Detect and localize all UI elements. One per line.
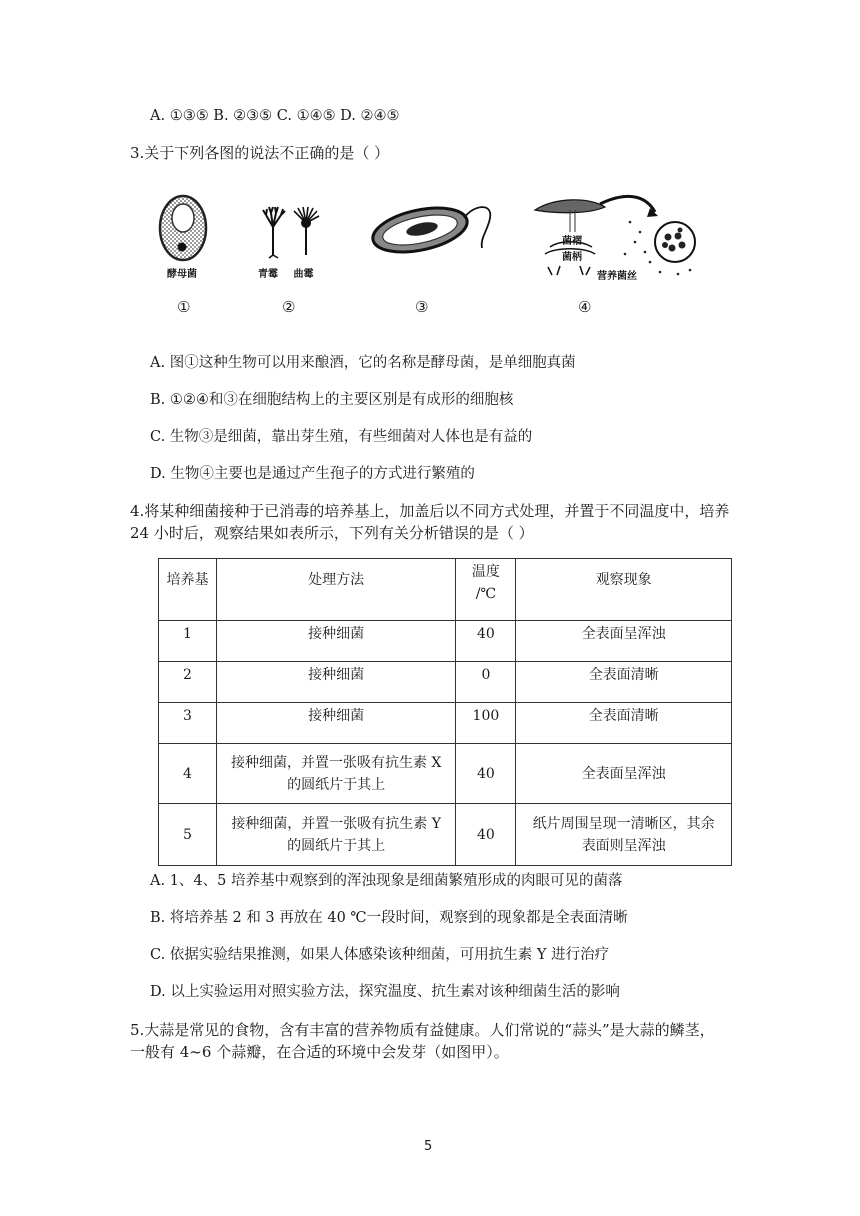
fig-number-1: ① — [177, 298, 191, 316]
q3-stem: 3.关于下列各图的说法不正确的是（ ） — [130, 144, 390, 162]
cell-observation: 全表面呈浑浊 — [516, 621, 732, 662]
cell-temp: 100 — [456, 703, 516, 744]
cell-id: 2 — [159, 662, 217, 703]
header-medium: 培养基 — [159, 559, 217, 621]
header-method: 处理方法 — [216, 559, 456, 621]
cell-temp: 40 — [456, 804, 516, 866]
hyphae-label: 营养菌丝 — [597, 271, 637, 282]
cell-method: 接种细菌 — [216, 662, 456, 703]
header-temp-line1: 温度 — [471, 564, 500, 580]
fig-number-3: ③ — [415, 298, 429, 316]
cell-id: 4 — [159, 744, 217, 804]
q3-option-d: D. 生物④主要也是通过产生孢子的方式进行繁殖的 — [150, 466, 475, 482]
bacterium-figure — [368, 200, 498, 255]
gill-label: 菌褶 — [562, 236, 582, 247]
penicillium-label: 青霉 — [258, 269, 278, 280]
q4-option-a: A. 1、4、5 培养基中观察到的浑浊现象是细菌繁殖形成的肉眼可见的菌落 — [150, 873, 623, 889]
page-number: 5 — [424, 1139, 433, 1154]
table-header-row — [159, 559, 732, 621]
cell-observation-line2: 表面则呈浑浊 — [581, 837, 666, 854]
header-temp-line2: /℃ — [475, 586, 497, 602]
cell-observation — [516, 804, 732, 866]
q3-option-b: B. ①②④和③在细胞结构上的主要区别是有成形的细胞核 — [150, 392, 514, 408]
fig-number-4: ④ — [578, 298, 592, 316]
cell-method — [216, 744, 456, 804]
cell-method-line1: 接种细菌，并置一张吸有抗生素 Y — [231, 815, 442, 832]
table-row — [159, 662, 732, 703]
q5-line2: 一般有 4~6 个蒜瓣，在合适的环境中会发芽（如图甲）。 — [130, 1043, 509, 1061]
cell-temp: 40 — [456, 621, 516, 662]
fig-number-2: ② — [282, 298, 296, 316]
cell-temp: 0 — [456, 662, 516, 703]
cell-observation: 全表面清晰 — [516, 662, 732, 703]
table-row — [159, 703, 732, 744]
q3-option-c: C. 生物③是细菌，靠出芽生殖，有些细菌对人体也是有益的 — [150, 429, 533, 445]
q2-options: A. ①③⑤ B. ②③⑤ C. ①④⑤ D. ②④⑤ — [150, 108, 400, 124]
stalk-label: 菌柄 — [562, 252, 582, 263]
experiment-table — [158, 558, 732, 866]
cell-id: 1 — [159, 621, 217, 662]
q4-option-c: C. 依据实验结果推测，如果人体感染该种细菌，可用抗生素 Y 进行治疗 — [150, 947, 610, 963]
header-observation: 观察现象 — [516, 559, 732, 621]
cell-observation: 全表面呈浑浊 — [516, 744, 732, 804]
yeast-label: 酵母菌 — [167, 269, 197, 280]
table-row — [159, 744, 732, 804]
cell-method: 接种细菌 — [216, 703, 456, 744]
aspergillus-label: 曲霉 — [293, 269, 314, 280]
q3-option-a: A. 图①这种生物可以用来酿酒，它的名称是酵母菌，是单细胞真菌 — [150, 355, 576, 371]
cell-method-line2: 的圆纸片于其上 — [287, 776, 386, 793]
molds-figure — [258, 205, 328, 260]
table-row — [159, 621, 732, 662]
q5-line1: 5.大蒜是常见的食物，含有丰富的营养物质有益健康。人们常说的“蒜头”是大蒜的鳞茎， — [130, 1021, 715, 1039]
cell-method: 接种细菌 — [216, 621, 456, 662]
q4-stem-line2: 24 小时后，观察结果如表所示，下列有关分析错误的是（ ） — [130, 524, 534, 542]
cell-method-line1: 接种细菌，并置一张吸有抗生素 X — [230, 754, 442, 771]
q4-stem-line1: 4.将某种细菌接种于已消毒的培养基上，加盖后以不同方式处理，并置于不同温度中，培养 — [130, 502, 730, 520]
cell-observation: 全表面清晰 — [516, 703, 732, 744]
cell-method-line2: 的圆纸片于其上 — [287, 837, 386, 854]
molds-labels — [258, 265, 313, 285]
q4-option-d: D. 以上实验运用对照实验方法，探究温度、抗生素对该种细菌生活的影响 — [150, 984, 620, 1000]
cell-observation-line1: 纸片周围呈现一清晰区，其余 — [532, 815, 715, 832]
q4-option-b: B. 将培养基 2 和 3 再放在 40 ℃一段时间，观察到的现象都是全表面清晰 — [150, 910, 628, 926]
cell-id: 5 — [159, 804, 217, 866]
table-row — [159, 804, 732, 866]
cell-id: 3 — [159, 703, 217, 744]
cell-temp: 40 — [456, 744, 516, 804]
cell-method — [216, 804, 456, 866]
header-temp — [456, 559, 516, 621]
